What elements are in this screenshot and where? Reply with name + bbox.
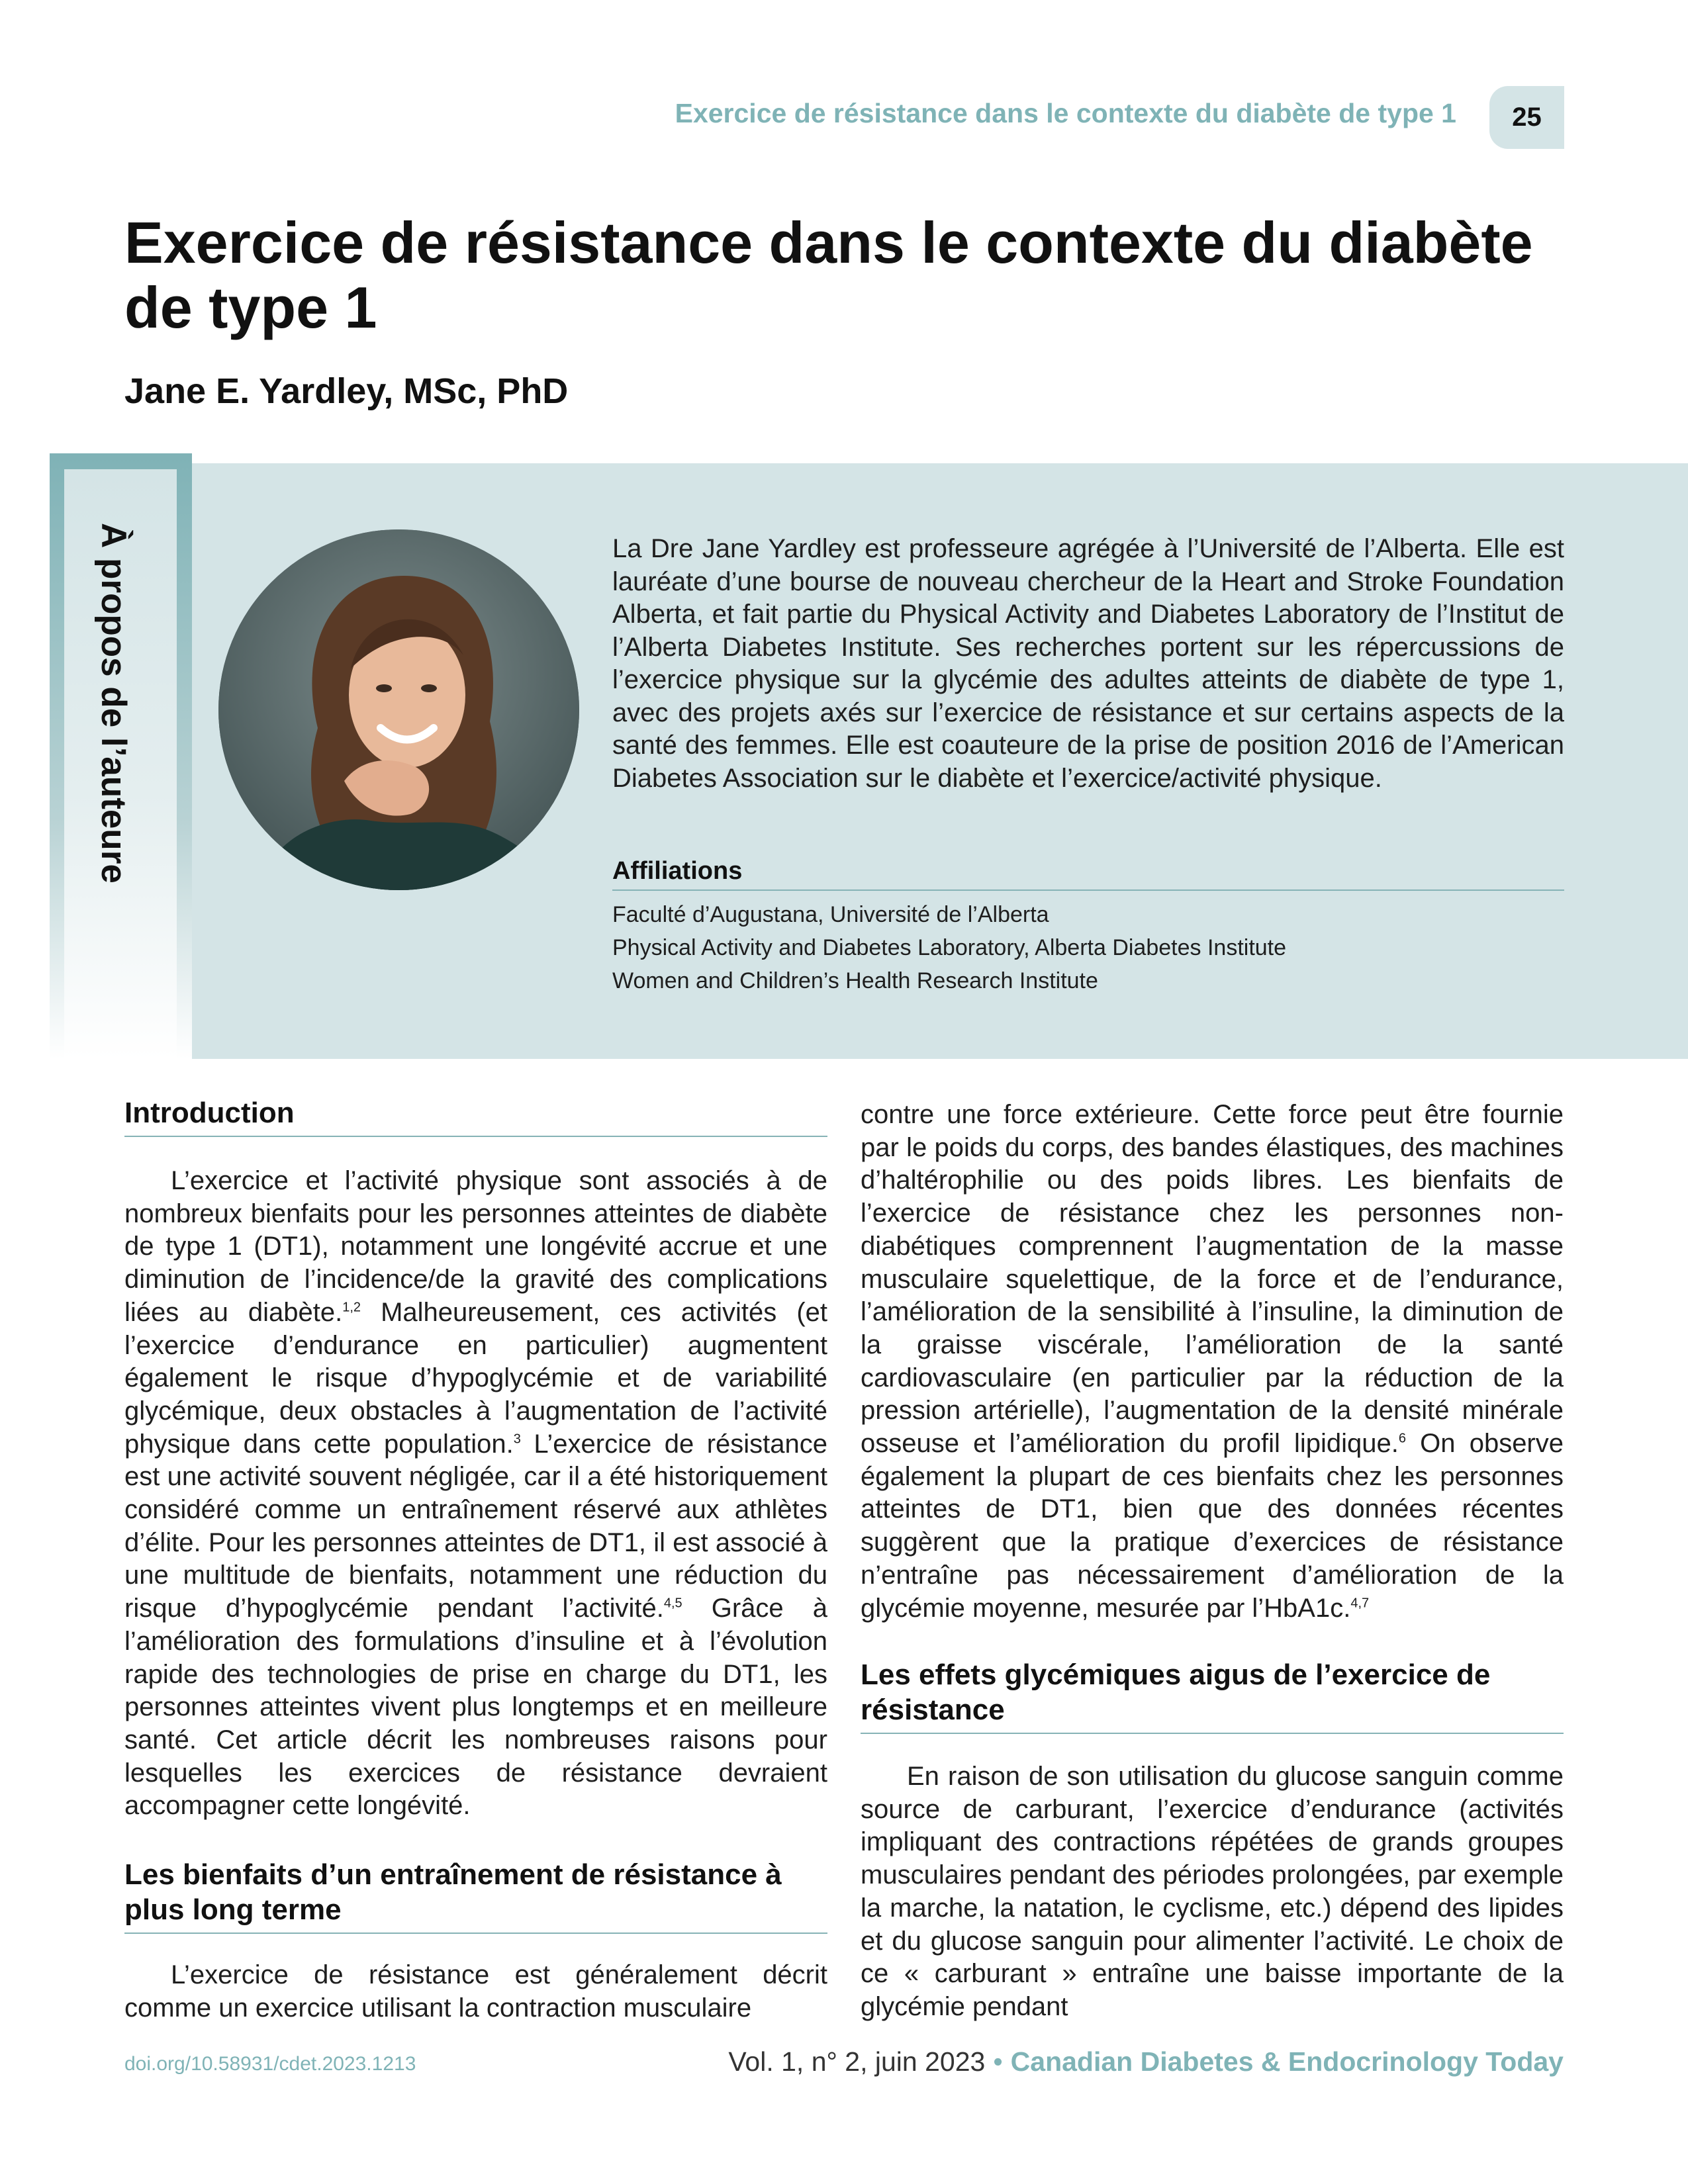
footer-citation xyxy=(728,2046,1564,2077)
intro-text-1: L’exercice et l’activité physique sont associés à de nombreux bienfaits pour les personnes atteintes de diabète de type 1 (DT1), notamment une longévité accrue et une diminution de l’incidence/de la gravité des complications liées au diabète. xyxy=(124,1166,827,1327)
intro-text-2: Malheureusement, ces activités (et l’exercice d’endurance en particulier) augmentent également le risque d’hypoglycémie et de variabilité glycémique, deux obstacles à l’augmentation de l’activité physique dans cette population. xyxy=(124,1297,827,1459)
article-title: Exercice de résistance dans le contexte du diabète de type 1 xyxy=(124,210,1533,340)
intro-text-4: Grâce à l’amélioration des formulations d’insuline et à l’évolution rapide des technologies de prise en charge du DT1, les personnes atteintes vivent plus longtemps et en meilleure santé. Cet article décrit les nombreuses raisons pour lesquelles les exercices de résistance devraient accompagner cette longévité. xyxy=(124,1594,827,1821)
section-heading-acute-effects: Les effets glycémiques aigus de l’exercice de résistance xyxy=(861,1657,1564,1734)
affiliation-item: Physical Activity and Diabetes Laboratory, Alberta Diabetes Institute xyxy=(612,935,1287,960)
running-header-title: Exercice de résistance dans le contexte du diabète de type 1 xyxy=(675,98,1456,128)
page-number: 25 xyxy=(1512,103,1542,132)
citation-3[interactable]: 3 xyxy=(513,1432,521,1447)
intro-paragraph xyxy=(124,1165,827,1823)
citation-4-7[interactable]: 4,7 xyxy=(1350,1596,1370,1611)
intro-text-3: L’exercice de résistance est une activité souvent négligée, car il a été historiquement considéré comme un entraînement réservé aux athlètes d’élite. Pour les personnes atteintes de DT1, il est associé à une multitude de bienfaits, notamment une réduction du risque d’hypoglycémie pendant l’activité. xyxy=(124,1429,827,1623)
long-term-text-2: On observe également la plupart de ces bienfaits chez les personnes atteintes de DT1, bien que des données récentes suggèrent que la pratique d’exercices de résistance n’entraîne pas nécessairement d’amélioration de la glycémie moyenne, mesurée par l’HbA1c. xyxy=(861,1429,1564,1623)
affiliation-item: Women and Children’s Health Research Institute xyxy=(612,968,1098,993)
author-portrait-photo xyxy=(218,529,579,890)
long-term-paragraph-start: L’exercice de résistance est généralement décrit comme un exercice utilisant la contraction musculaire xyxy=(124,1960,827,2023)
footer-volume: Vol. 1, n° 2, juin 2023 xyxy=(728,2046,986,2077)
section-heading-long-term-benefits: Les bienfaits d’un entraînement de résistance à plus long terme xyxy=(124,1857,827,1934)
long-term-paragraph-continued xyxy=(861,1099,1564,1625)
author-name: Jane E. Yardley, MSc, PhD xyxy=(124,371,569,411)
section-heading-introduction: Introduction xyxy=(124,1095,827,1137)
portrait-illustration xyxy=(218,529,579,890)
about-author-label: À propos de l’auteure xyxy=(94,523,133,884)
doi-link[interactable]: doi.org/10.58931/cdet.2023.1213 xyxy=(124,2053,416,2075)
page-number-tab xyxy=(1489,86,1564,149)
affiliations-heading: Affiliations xyxy=(612,857,1564,891)
affiliations-list xyxy=(612,898,1564,997)
footer-journal-name: Canadian Diabetes & Endocrinology Today xyxy=(1010,2046,1564,2077)
long-term-text-1: contre une force extérieure. Cette force peut être fournie par le poids du corps, des bandes élastiques, des machines d’haltérophilie ou des poids libres. Les bienfaits de l’exercice de résistance chez les personnes non-diabétiques comprennent l’augmentation de la masse musculaire squelettique, de la force et de l’endurance, l’amélioration de la sensibilité à l’insuline, la diminution de la graisse viscérale, l’amélioration de la santé cardiovasculaire (en particulier par la réduction de la pression artérielle), l’augmentation de la densité minérale osseuse et l’amélioration du profil lipidique. xyxy=(861,1100,1564,1459)
author-bio: La Dre Jane Yardley est professeure agrégée à l’Université de l’Alberta. Elle est lauréate d’une bourse de nouveau chercheur de la Heart and Stroke Foundation Alberta, et fait partie du Physical Activity and Diabetes Laboratory de l’Institut de l’Alberta Diabetes Institute. Ses recherches portent sur les répercussions de l’exercice physique sur la glycémie des adultes atteints de diabète de type 1, avec des projets axés sur l’exercice de résistance et sur certains aspects de la santé des femmes. Elle est coauteure de la prise de position 2016 de l’American Diabetes Association sur le diabète et l’exercice/activité physique. xyxy=(612,534,1564,793)
citation-4-5[interactable]: 4,5 xyxy=(663,1596,682,1611)
affiliation-item: Faculté d’Augustana, Université de l’Alberta xyxy=(612,902,1049,927)
citation-1-2[interactable]: 1,2 xyxy=(342,1300,361,1315)
footer-bullet: • xyxy=(993,2046,1003,2077)
acute-effects-paragraph: En raison de son utilisation du glucose sanguin comme source de carburant, l’exercice d’endurance (activités impliquant des contractions répétées de grands groupes musculaires pendant des périodes prolongées, par exemple la marche, la natation, le cyclisme, etc.) dépend des lipides et du glucose sanguin pour alimenter l’activité. Le choix de ce « carburant » entraîne une baisse importante de la glycémie pendant xyxy=(861,1762,1564,2021)
citation-6[interactable]: 6 xyxy=(1398,1431,1407,1446)
